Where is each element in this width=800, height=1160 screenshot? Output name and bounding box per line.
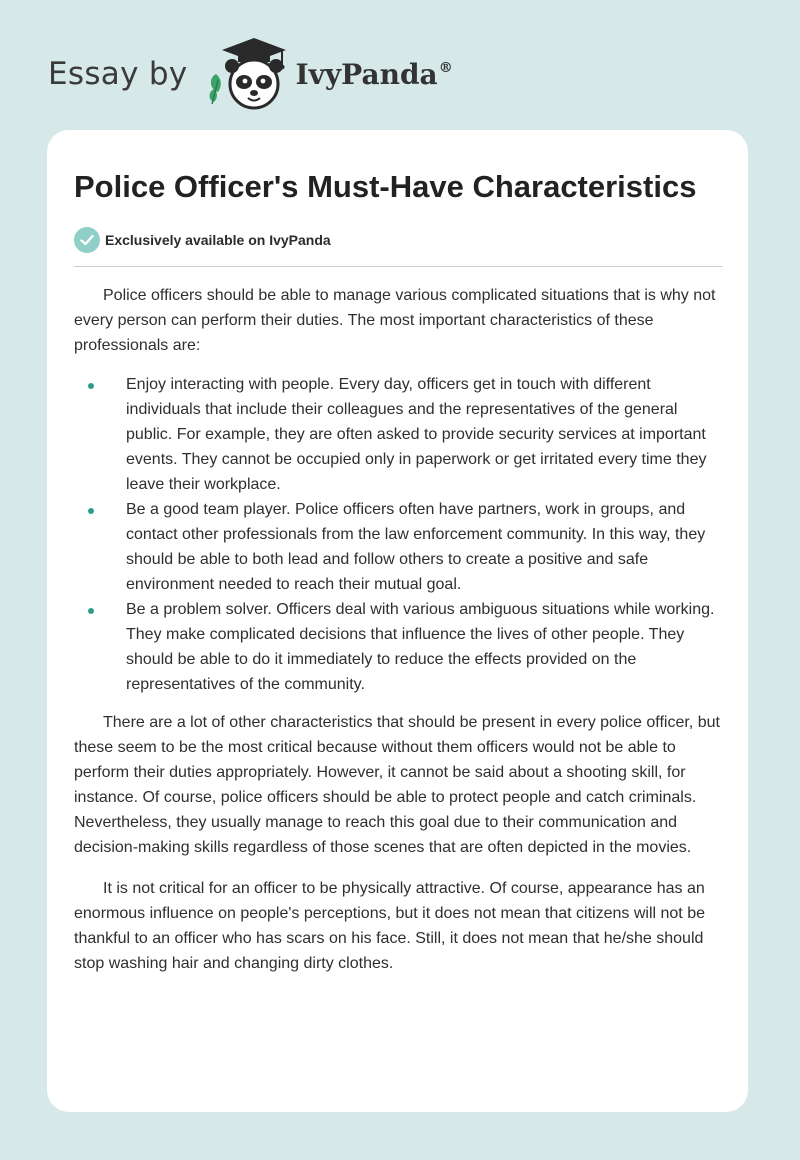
list-item (74, 497, 724, 597)
registered-mark: ® (438, 59, 453, 76)
divider (74, 266, 723, 267)
site-header (48, 34, 453, 114)
essay-card (47, 130, 748, 1112)
essay-content (74, 130, 724, 976)
brand-logo-text[interactable] (296, 58, 453, 91)
page-title: Police Officer's Must-Have Characteristics (74, 169, 697, 204)
body-paragraph-3: It is not critical for an officer to be physically attractive. Of course, appearance has an enormous influence on people's perceptions, but it does not mean that citizens will not be thankful to an officer who has scars on his face. Still, it does not mean that he/she should stop washing hair and changing dirty clothes. (74, 880, 705, 972)
list-item (74, 597, 724, 697)
list-item (74, 372, 724, 497)
panda-graduate-icon[interactable] (202, 34, 290, 114)
exclusive-badge-text: Exclusively available on IvyPanda (105, 232, 331, 248)
characteristics-list (74, 372, 724, 697)
bullet-icon (88, 508, 94, 514)
bullet-icon (88, 608, 94, 614)
exclusive-badge (74, 227, 724, 253)
list-item-text: Be a problem solver. Officers deal with various ambiguous situations while working. They make complicated decisions that influence the lives of other people. They should be able to do it immediately to reduce the effects provided on the representatives of the community. (126, 601, 715, 693)
intro-paragraph: Police officers should be able to manage various complicated situations that is why not every person can perform their duties. The most important characteristics of these professionals are: (74, 287, 716, 354)
bullet-icon (88, 383, 94, 389)
essay-by-label: Essay by (48, 56, 188, 92)
body-paragraph-2: There are a lot of other characteristics that should be present in every police officer, but these seem to be the most critical because without them officers would not be able to perform their duties appropriately. However, it cannot be said about a shooting skill, for instance. Of course, police officers should be able to protect people and catch criminals. Nevertheless, they usually manage to reach this goal due to their communication and decision-making skills regardless of those scenes that are often depicted in the movies. (74, 714, 720, 856)
list-item-text: Be a good team player. Police officers often have partners, work in groups, and contact other professionals from the law enforcement community. In this way, they should be able to both lead and follow others to create a positive and safe environment needed to reach their mutual goal. (126, 501, 706, 593)
check-icon (74, 227, 100, 253)
list-item-text: Enjoy interacting with people. Every day, officers get in touch with different individuals that include their colleagues and the representatives of the general public. For example, they are often asked to provide security services at important events. They cannot be occupied only in paperwork or get irritated every time they leave their workplace. (126, 376, 707, 493)
brand-name: IvyPanda (295, 57, 438, 91)
